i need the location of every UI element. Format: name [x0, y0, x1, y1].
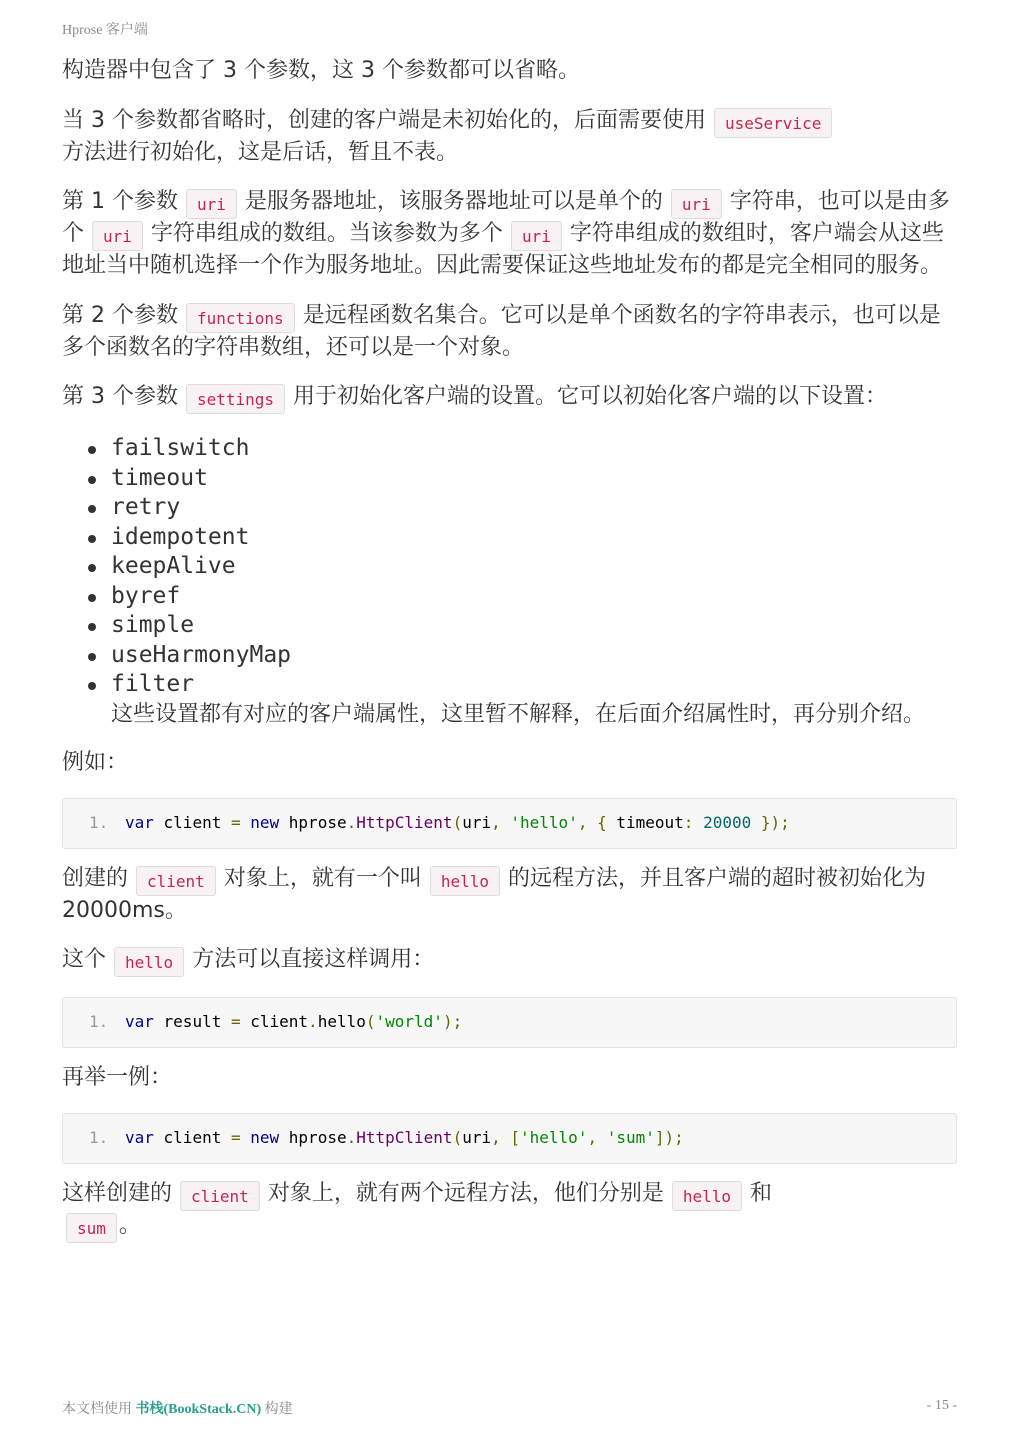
text: 第 1 个参数	[62, 189, 178, 214]
setting-name: keepAlive	[111, 553, 236, 579]
inline-code-hello: hello	[114, 947, 184, 977]
code-token: ,	[491, 1127, 501, 1147]
text: 第 3 个参数	[62, 384, 178, 409]
text: 。	[118, 1212, 141, 1238]
bullet-icon	[88, 564, 96, 572]
example-label: 例如：	[62, 750, 129, 775]
text: 这样创建的	[62, 1180, 173, 1206]
paragraph-two-methods	[62, 1179, 957, 1243]
code-token: ,	[587, 1127, 598, 1147]
code-token	[241, 813, 251, 832]
code-block	[62, 798, 957, 849]
code-block	[62, 997, 957, 1048]
setting-name: failswitch	[111, 435, 250, 461]
text: 第 2 个参数	[62, 302, 178, 328]
text: 对象上，就有两个远程方法，他们分别是	[267, 1180, 664, 1206]
text: 是服务器地址，该服务器地址可以是单个的	[244, 189, 663, 214]
code-token	[501, 813, 511, 832]
code-token: =	[230, 812, 241, 832]
another-example-label: 再举一例：	[62, 1065, 173, 1090]
bullet-icon	[88, 682, 96, 690]
setting-name: useHarmonyMap	[111, 641, 292, 668]
text: 方法进行初始化，这是后话，暂且不表。	[62, 139, 459, 165]
paragraph-param-uri	[62, 187, 957, 281]
inline-code-hello: hello	[430, 866, 500, 896]
list-item	[111, 582, 957, 612]
text: 方法可以直接这样调用：	[192, 947, 435, 972]
paragraph-intro: 构造器中包含了 3 个参数，这 3 个参数都可以省略。	[62, 58, 580, 83]
code-token: :	[683, 812, 694, 832]
inline-code-uri: uri	[671, 189, 722, 219]
inline-code-useservice: useService	[714, 108, 832, 138]
text: 字符串组成的数组时，客户端会从这些地址当中随机选择一个作为服务地址。因此需要保证这些地址发布的都是完全相同的服务。	[62, 221, 944, 278]
line-number: 1.	[89, 1127, 109, 1147]
code-token: HttpClient	[356, 812, 453, 832]
bullet-icon	[88, 623, 96, 631]
bullet-icon	[88, 505, 96, 513]
setting-name: simple	[111, 612, 195, 638]
code-token: {	[587, 812, 607, 832]
code-token: .	[346, 812, 357, 832]
page-header-title: Hprose 客户端	[62, 23, 148, 38]
list-item	[111, 523, 957, 553]
page-footer	[62, 1398, 293, 1418]
code-token: .	[346, 1127, 357, 1147]
inline-code-settings: settings	[186, 384, 285, 414]
inline-code-uri: uri	[92, 221, 143, 251]
settings-note: 这些设置都有对应的客户端属性，这里暂不解释，在后面介绍属性时，再分别介绍。	[111, 701, 926, 727]
code-token: 'world'	[375, 1012, 443, 1031]
code-token: (	[452, 1127, 463, 1147]
code-token	[597, 1128, 607, 1147]
inline-code-functions: functions	[186, 303, 295, 333]
code-token	[693, 813, 703, 832]
document-body	[62, 56, 957, 1263]
text: 的远程方法，并且客户端的超时被初始化为 20000ms。	[62, 865, 927, 923]
inline-code-client: client	[136, 866, 216, 896]
list-item	[111, 670, 957, 729]
code-token: hprose	[279, 1127, 347, 1147]
setting-name: idempotent	[111, 523, 250, 550]
paragraph-omit-params	[62, 106, 957, 168]
list-item	[111, 641, 957, 671]
inline-code-sum: sum	[66, 1213, 117, 1243]
bullet-icon	[88, 446, 96, 454]
footer-suffix: 构建	[264, 1402, 293, 1417]
code-token: 'hello'	[510, 812, 578, 832]
code-token: client	[153, 1127, 231, 1147]
code-token: 'hello'	[520, 1127, 588, 1147]
text: 字符串组成的数组。当该参数为多个	[150, 221, 503, 246]
paragraph-client-hello	[62, 864, 957, 926]
code-block	[62, 1113, 957, 1164]
inline-code-uri: uri	[186, 189, 237, 219]
code-token: client	[153, 812, 231, 832]
bullet-icon	[88, 594, 96, 602]
list-item	[111, 434, 957, 464]
code-token	[241, 1128, 251, 1147]
code-token: hprose	[279, 812, 347, 832]
code-token: =	[230, 1012, 241, 1031]
line-number: 1.	[89, 1012, 109, 1031]
bullet-icon	[88, 653, 96, 661]
code-token: timeout	[606, 812, 684, 832]
code-token: =	[230, 1127, 241, 1147]
list-item	[111, 611, 957, 641]
code-token: hello	[317, 1012, 366, 1031]
page-number: - 15 -	[926, 1398, 957, 1413]
setting-name: timeout	[111, 464, 208, 491]
text: 对象上，就有一个叫	[223, 865, 422, 891]
bullet-icon	[88, 535, 96, 543]
line-number: 1.	[89, 812, 109, 832]
code-token: new	[250, 1127, 280, 1147]
code-token: new	[250, 812, 280, 832]
paragraph-hello-call	[62, 945, 957, 977]
code-token: HttpClient	[356, 1127, 453, 1147]
settings-list	[62, 434, 957, 729]
list-item	[111, 464, 957, 494]
code-token: client	[240, 1012, 309, 1031]
text: 创建的	[62, 865, 129, 891]
code-token: );	[442, 1012, 463, 1031]
bullet-icon	[88, 476, 96, 484]
code-token: uri	[462, 812, 492, 832]
code-token: var	[125, 1127, 154, 1147]
footer-brand-link[interactable]: 书栈(BookStack.CN)	[135, 1402, 262, 1417]
text: 当 3 个参数都省略时，创建的客户端是未初始化的，后面需要使用	[62, 107, 706, 133]
text: 字符串，也可以是由多个	[62, 189, 950, 246]
inline-code-client: client	[180, 1181, 260, 1211]
footer-prefix: 本文档使用	[62, 1402, 132, 1417]
setting-name: byref	[111, 582, 181, 609]
setting-name: retry	[111, 494, 181, 520]
code-token: [	[500, 1127, 521, 1147]
code-token: (	[365, 1012, 376, 1031]
text: 用于初始化客户端的设置。它可以初始化客户端的以下设置：	[293, 384, 888, 409]
code-token: });	[751, 812, 790, 832]
code-token: 20000	[703, 812, 752, 832]
code-token: ]);	[654, 1127, 684, 1147]
setting-name: filter	[111, 671, 195, 697]
text: 是远程函数名集合。它可以是单个函数名的字符串表示，也可以是多个函数名的字符串数组，还可以是一个对象。	[62, 302, 941, 360]
code-token: .	[308, 1012, 318, 1031]
list-item	[111, 493, 957, 523]
code-token: var	[125, 812, 154, 832]
code-token: var	[125, 1012, 154, 1031]
code-token: uri	[462, 1127, 492, 1147]
code-token: 'sum'	[606, 1127, 655, 1147]
code-token: ,	[577, 812, 588, 832]
code-token: ,	[491, 812, 501, 832]
text: 这个	[62, 947, 107, 972]
code-token: result	[153, 1012, 231, 1031]
paragraph-param-functions	[62, 301, 957, 363]
paragraph-param-settings	[62, 382, 957, 414]
inline-code-uri: uri	[511, 221, 562, 251]
inline-code-hello: hello	[672, 1181, 742, 1211]
text: 和	[750, 1180, 773, 1206]
code-token: (	[452, 812, 463, 832]
list-item	[111, 552, 957, 582]
